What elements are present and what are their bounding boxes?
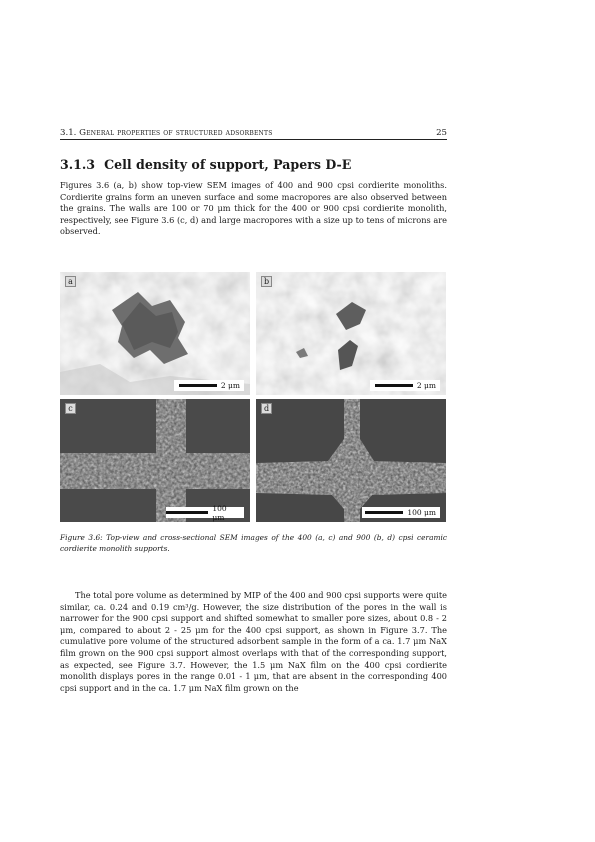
page-number: 25 [436, 128, 447, 138]
scale-bar-d [362, 507, 440, 518]
scale-label-c: 100 μm [212, 503, 227, 522]
running-header [60, 128, 447, 140]
sem-image-a [60, 272, 250, 395]
section-title: Cell density of support, Papers D-E [104, 157, 352, 172]
scale-label-d: 100 μm [407, 508, 436, 517]
sem-panel-d [256, 399, 446, 522]
figure-caption: Figure 3.6: Top-view and cross-sectional SEM images of the 400 (a, c) and 900 (b, d) cpsi ceramic cordierite monolith supports. [60, 533, 447, 553]
sem-panel-a [60, 272, 250, 395]
panel-label-d: d [261, 403, 272, 414]
section-heading [60, 157, 351, 172]
sem-panel-b [256, 272, 446, 395]
panel-label-c: c [65, 403, 76, 414]
sem-panel-c [60, 399, 250, 522]
scale-bar-line-c [166, 511, 208, 514]
body-paragraph-1: Figures 3.6 (a, b) show top-view SEM images of 400 and 900 cpsi cordierite monoliths. Cordierite grains form an uneven surface and some macropores are also observed between the grains. The walls are 100 or 70 μm thick for the 400 or 900 cpsi cordierite monolith, respectively, see Figure 3.6 (c, d) and large macropores with a size up to tens of microns are observed. [60, 180, 447, 237]
scale-bar-line-b [375, 384, 413, 387]
panel-label-b: b [261, 276, 272, 287]
panel-label-a: a [65, 276, 76, 287]
sem-image-d [256, 399, 446, 522]
header-section-title: General properties of structured adsorbents [79, 128, 273, 138]
scale-label-a: 2 μm [220, 381, 240, 390]
body-paragraph-2: The total pore volume as determined by MIP of the 400 and 900 cpsi supports were quite similar, ca. 0.24 and 0.19 cm³/g. However, the size distribution of the pores in the wall is narrower for the 900 cpsi support and shifted somewhat to smaller pore sizes, about 0.8 - 2 μm, compared to about 2 - 25 μm for the 400 cpsi support, as shown in Figure 3.7. The cumulative pore volume of the structured adsorbent sample in the form of a ca. 1.7 μm NaX film grown on the 900 cpsi support almost overlaps with that of the corresponding support, as expected, see Figure 3.7. However, the 1.5 μm NaX film on the 400 cpsi cordierite monolith displays pores in the range 0.01 - 1 μm, that are absent in the corresponding 400 cpsi support and in the ca. 1.7 μm NaX film grown on the [60, 590, 448, 693]
section-number: 3.1.3 [60, 157, 96, 172]
scale-bar-line-a [179, 384, 217, 387]
scale-bar-b [370, 380, 440, 391]
scale-bar-line-d [365, 511, 403, 514]
header-section-number: 3.1. [60, 128, 77, 138]
running-header-title [60, 128, 273, 138]
scale-bar-a [174, 380, 244, 391]
sem-image-b [256, 272, 446, 395]
sem-figure [60, 272, 447, 522]
scale-bar-c [166, 503, 244, 522]
scale-label-b: 2 μm [416, 381, 436, 390]
